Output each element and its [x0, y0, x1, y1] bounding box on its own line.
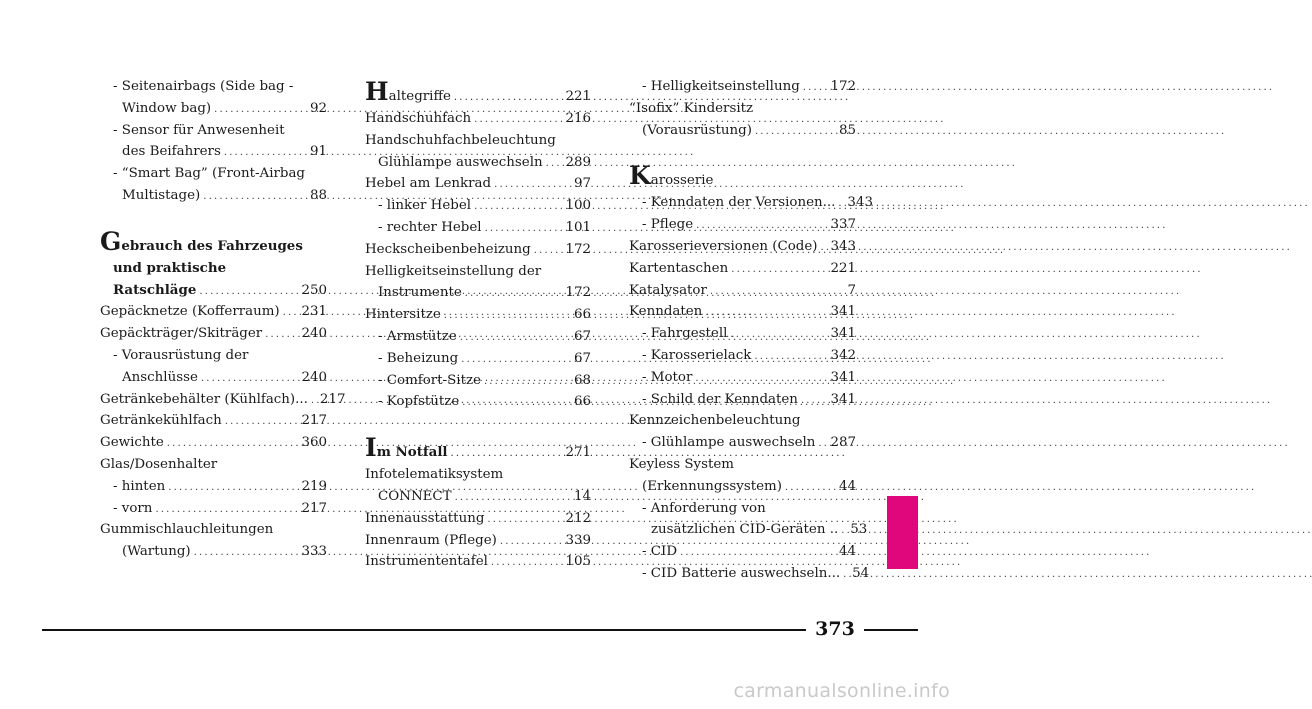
dot-leader [167, 432, 299, 455]
page-ref: 67 [573, 328, 591, 344]
dot-leader [465, 282, 563, 305]
index-entry [629, 98, 856, 120]
page-ref: 217 [301, 500, 327, 516]
index-entry [365, 391, 591, 413]
dot-leader [462, 391, 571, 414]
page-ref: 219 [301, 478, 327, 494]
dot-leader [224, 141, 307, 164]
heading-label: altegriffe [388, 89, 451, 104]
dot-leader [214, 98, 307, 121]
page-number: 373 [806, 615, 864, 643]
dot-leader [199, 280, 298, 303]
heading-initial: I [365, 433, 377, 463]
footer-rule [42, 629, 918, 631]
entry-label: - Karosserielack [642, 347, 752, 363]
page-ref: 172 [565, 285, 591, 301]
entry-label: Karosserieversionen (Code) [629, 238, 818, 254]
section-tab-marker [887, 496, 918, 569]
entry-label: Gepäckträger/Skiträger [100, 326, 263, 342]
index-entry [629, 280, 856, 302]
heading-initial: H [365, 77, 389, 106]
entry-label: Kenndaten [629, 304, 703, 320]
index-entry [629, 192, 873, 214]
dot-leader [546, 152, 563, 175]
dot-leader [460, 326, 571, 349]
dot-leader [487, 508, 562, 531]
entry-label: Katalysator [629, 282, 707, 298]
entry-label: - Seitenairbags (Side bag - [113, 79, 294, 94]
dot-leader [755, 120, 836, 143]
dot-leader [785, 476, 836, 499]
dot-leader [695, 367, 827, 390]
heading-label: ebrauch des Fahrzeuges [121, 237, 303, 254]
index-entry [365, 486, 591, 508]
entry-label: Getränkekühlfach [100, 413, 222, 429]
entry-label: CONNECT [378, 488, 452, 504]
page-ref: 343 [830, 238, 856, 254]
index-entry [629, 519, 868, 541]
entry-label: Infotelematiksystem [365, 467, 504, 483]
page-ref: 14 [573, 488, 591, 504]
page-ref: 231 [301, 304, 327, 320]
dot-leader [500, 530, 563, 553]
index-entry [629, 258, 856, 280]
page-ref: 289 [565, 154, 591, 170]
page-ref: 217 [319, 391, 346, 407]
dot-leader [484, 370, 571, 393]
dot-leader [801, 389, 828, 412]
dot-leader [821, 236, 828, 259]
index-entry [629, 236, 856, 258]
entry-label: zusätzlichen CID-Geräten .. [651, 522, 839, 538]
entry-label: Gummischlauchleitungen [100, 522, 274, 538]
page-ref: 217 [301, 413, 327, 429]
index-entry [629, 432, 856, 454]
index-section-heading [365, 432, 591, 464]
index-entry [100, 367, 327, 389]
dot-leader [203, 185, 307, 208]
page-ref: 44 [838, 544, 856, 560]
entry-label: Keyless System [629, 456, 734, 472]
entry-label: - Motor [642, 369, 693, 385]
index-column-3 [629, 76, 873, 585]
index-entry [365, 173, 591, 195]
index-entry [100, 519, 327, 541]
entry-label: - Sensor für Anwesenheit [113, 122, 285, 138]
page-ref: 7 [847, 282, 856, 298]
entry-label: Window bag) [122, 100, 212, 116]
entry-label: - Armstütze [378, 328, 457, 344]
index-entry [629, 498, 856, 520]
dot-leader [485, 217, 563, 240]
index-section-heading [100, 226, 327, 258]
dot-leader [843, 563, 849, 586]
entry-label: - Beheizung [378, 350, 459, 366]
page-ref: 66 [573, 394, 591, 410]
dot-leader [710, 280, 845, 303]
index-entry [100, 98, 327, 120]
index-entry [365, 130, 591, 152]
index-section-heading [365, 76, 591, 108]
page-ref: 88 [309, 187, 327, 203]
entry-label: Getränkebehälter (Kühlfach)... [100, 391, 308, 407]
entry-label: - Vorausrüstung der [113, 347, 249, 363]
dot-leader [461, 348, 571, 371]
index-entry [365, 348, 591, 370]
entry-label: “Isofix” Kindersitz [629, 100, 754, 116]
index-entry [100, 389, 346, 411]
dot-leader [494, 173, 571, 196]
index-entry [629, 563, 870, 585]
entry-label: - Comfort-Sitze [378, 372, 481, 388]
index-entry [100, 454, 327, 476]
dot-leader [201, 367, 299, 390]
entry-label: Innenausstattung [365, 510, 485, 526]
dot-leader [803, 76, 828, 99]
page-ref: 341 [830, 391, 856, 407]
dot-leader [455, 486, 571, 509]
index-column-2 [365, 76, 591, 573]
page-ref: 54 [852, 565, 870, 581]
page-ref: 341 [830, 369, 856, 385]
dot-leader [194, 541, 299, 564]
entry-label: - vorn [113, 500, 153, 516]
index-entry [629, 301, 856, 323]
index-entry [365, 108, 591, 130]
page-ref: 172 [565, 241, 591, 257]
dot-leader [474, 195, 562, 218]
heading-label: arosserie [650, 173, 714, 189]
entry-label: - Kopfstütze [378, 394, 460, 410]
index-entry [365, 304, 591, 326]
index-entry [365, 217, 591, 239]
entry-label: (Vorausrüstung) [642, 122, 752, 138]
entry-label: Ratschläge [113, 281, 197, 298]
dot-leader [225, 410, 299, 433]
entry-label: Handschuhfachbeleuchtung [365, 132, 556, 148]
dot-leader [283, 301, 299, 324]
index-entry [365, 239, 591, 261]
entry-label: - Anforderung von [642, 500, 766, 516]
entry-label: - CID [642, 544, 678, 560]
index-entry [365, 551, 591, 573]
dot-leader [474, 108, 562, 131]
index-entry [100, 76, 327, 98]
section-spacer [629, 141, 856, 160]
entry-label: Anschlüsse [122, 369, 198, 385]
dot-leader [841, 519, 847, 542]
entry-label: des Beifahrers [122, 144, 221, 160]
heading-label: m Notfall [376, 444, 448, 461]
entry-label: (Wartung) [122, 544, 191, 560]
page-ref: 101 [565, 219, 591, 235]
index-entry [365, 152, 591, 174]
dot-leader [265, 323, 298, 346]
index-entry [100, 280, 327, 302]
index-entry [100, 345, 327, 367]
page-ref: 287 [830, 435, 856, 451]
entry-label: Hintersitze [365, 307, 441, 323]
entry-label: Hebel am Lenkrad [365, 176, 492, 192]
entry-label: Helligkeitseinstellung der [365, 263, 542, 279]
index-entry [365, 508, 591, 530]
page-ref: 221 [830, 260, 856, 276]
index-entry [100, 141, 327, 163]
entry-label: Innenraum (Pflege) [365, 532, 497, 548]
entry-label: (Erkennungssystem) [642, 478, 782, 494]
section-spacer [100, 207, 327, 226]
entry-label: Multistage) [122, 187, 201, 203]
entry-label: Gepäcknetze (Kofferraum) [100, 304, 280, 320]
index-entry [629, 454, 856, 476]
entry-label: - linker Hebel [378, 198, 472, 214]
page-ref: 66 [573, 307, 591, 323]
heading-initial: G [100, 226, 122, 256]
page-ref: 216 [565, 111, 591, 126]
index-entry [629, 541, 856, 563]
dot-leader [491, 551, 563, 574]
entry-label: Kennzeichenbeleuchtung [629, 413, 801, 429]
page-ref: 240 [301, 369, 327, 385]
dot-leader [696, 214, 827, 237]
page-ref: 53 [850, 522, 868, 538]
index-entry [100, 185, 327, 207]
page-ref: 91 [309, 144, 327, 160]
dot-leader [680, 541, 836, 564]
entry-label: Glas/Dosenhalter [100, 456, 218, 472]
page-ref: 100 [565, 198, 591, 214]
entry-label: - Pflege [642, 217, 694, 233]
index-entry [629, 345, 856, 367]
entry-label: - Kenndaten der Versionen... [642, 195, 836, 211]
page-ref: 341 [830, 304, 856, 320]
page-ref: 105 [565, 554, 591, 570]
index-entry [629, 389, 856, 411]
dot-leader [705, 301, 827, 324]
index-entry [365, 326, 591, 348]
index-entry [629, 120, 856, 142]
index-entry [100, 541, 327, 563]
page-ref: 271 [565, 445, 591, 461]
index-entry [629, 410, 856, 432]
heading-initial: K [629, 161, 651, 191]
page-ref: 337 [830, 217, 856, 233]
index-entry [100, 323, 327, 345]
page-ref: 342 [830, 347, 856, 363]
dot-leader [311, 389, 317, 412]
dot-leader [155, 498, 298, 521]
index-entry [365, 261, 591, 283]
entry-label: und praktische [113, 259, 227, 276]
index-entry [629, 214, 856, 236]
dot-leader [444, 304, 571, 327]
entry-label: - Schild der Kenndaten [642, 391, 798, 407]
entry-label: Kartentaschen [629, 260, 729, 276]
index-entry [629, 76, 856, 98]
index-entry [365, 282, 591, 304]
page-ref: 212 [565, 510, 591, 526]
entry-label: - Glühlampe auswechseln [642, 435, 816, 451]
entry-label: - Fahrgestell [642, 326, 728, 342]
index-entry [629, 323, 856, 345]
page-ref: 68 [573, 372, 591, 388]
page-ref: 97 [573, 176, 591, 192]
index-entry [100, 410, 327, 432]
index-entry [100, 120, 327, 142]
page-ref: 92 [309, 100, 327, 116]
dot-leader [730, 323, 827, 346]
dot-leader [838, 192, 844, 215]
dot-leader [731, 258, 827, 281]
index-column-1 [100, 76, 346, 563]
index-entry [100, 476, 327, 498]
section-spacer [365, 413, 591, 432]
index-entry [365, 530, 591, 552]
page-ref: 44 [838, 478, 856, 494]
dot-leader [818, 432, 827, 455]
entry-label: - “Smart Bag” (Front-Airbag [113, 166, 306, 182]
page-ref: 333 [301, 544, 327, 560]
index-section-heading [629, 160, 856, 192]
page-ref: 343 [847, 195, 873, 211]
entry-label: Instrumententafel [365, 554, 488, 570]
page-ref: 250 [301, 282, 327, 298]
dot-leader [534, 239, 563, 262]
index-entry [100, 432, 327, 454]
page-ref: 360 [301, 435, 327, 451]
entry-label: - CID Batterie auswechseln... [642, 565, 841, 581]
entry-label: Instrumente [378, 285, 462, 301]
index-entry [629, 367, 856, 389]
index-entry [100, 301, 327, 323]
page-ref: 339 [565, 532, 591, 548]
page-ref: 240 [301, 326, 327, 342]
index-entry [100, 498, 327, 520]
dot-leader [168, 476, 298, 499]
page-ref: 341 [830, 326, 856, 342]
entry-label: - Helligkeitseinstellung [642, 79, 800, 94]
entry-label: Gewichte [100, 435, 164, 451]
entry-label: Heckscheibenbeheizung [365, 241, 531, 257]
watermark: carmanualsonline.info [733, 680, 950, 702]
page-ref: 221 [565, 89, 591, 104]
entry-label: - hinten [113, 478, 166, 494]
page-ref: 67 [573, 350, 591, 366]
index-entry [365, 370, 591, 392]
entry-label: Glühlampe auswechseln [378, 154, 543, 170]
index-entry [365, 195, 591, 217]
page-ref: 85 [838, 122, 856, 138]
entry-label: - rechter Hebel [378, 219, 482, 235]
entry-label: Handschuhfach [365, 111, 472, 126]
dot-leader [754, 345, 827, 368]
index-entry [629, 476, 856, 498]
page-ref: 172 [830, 79, 856, 94]
index-entry [100, 163, 327, 185]
